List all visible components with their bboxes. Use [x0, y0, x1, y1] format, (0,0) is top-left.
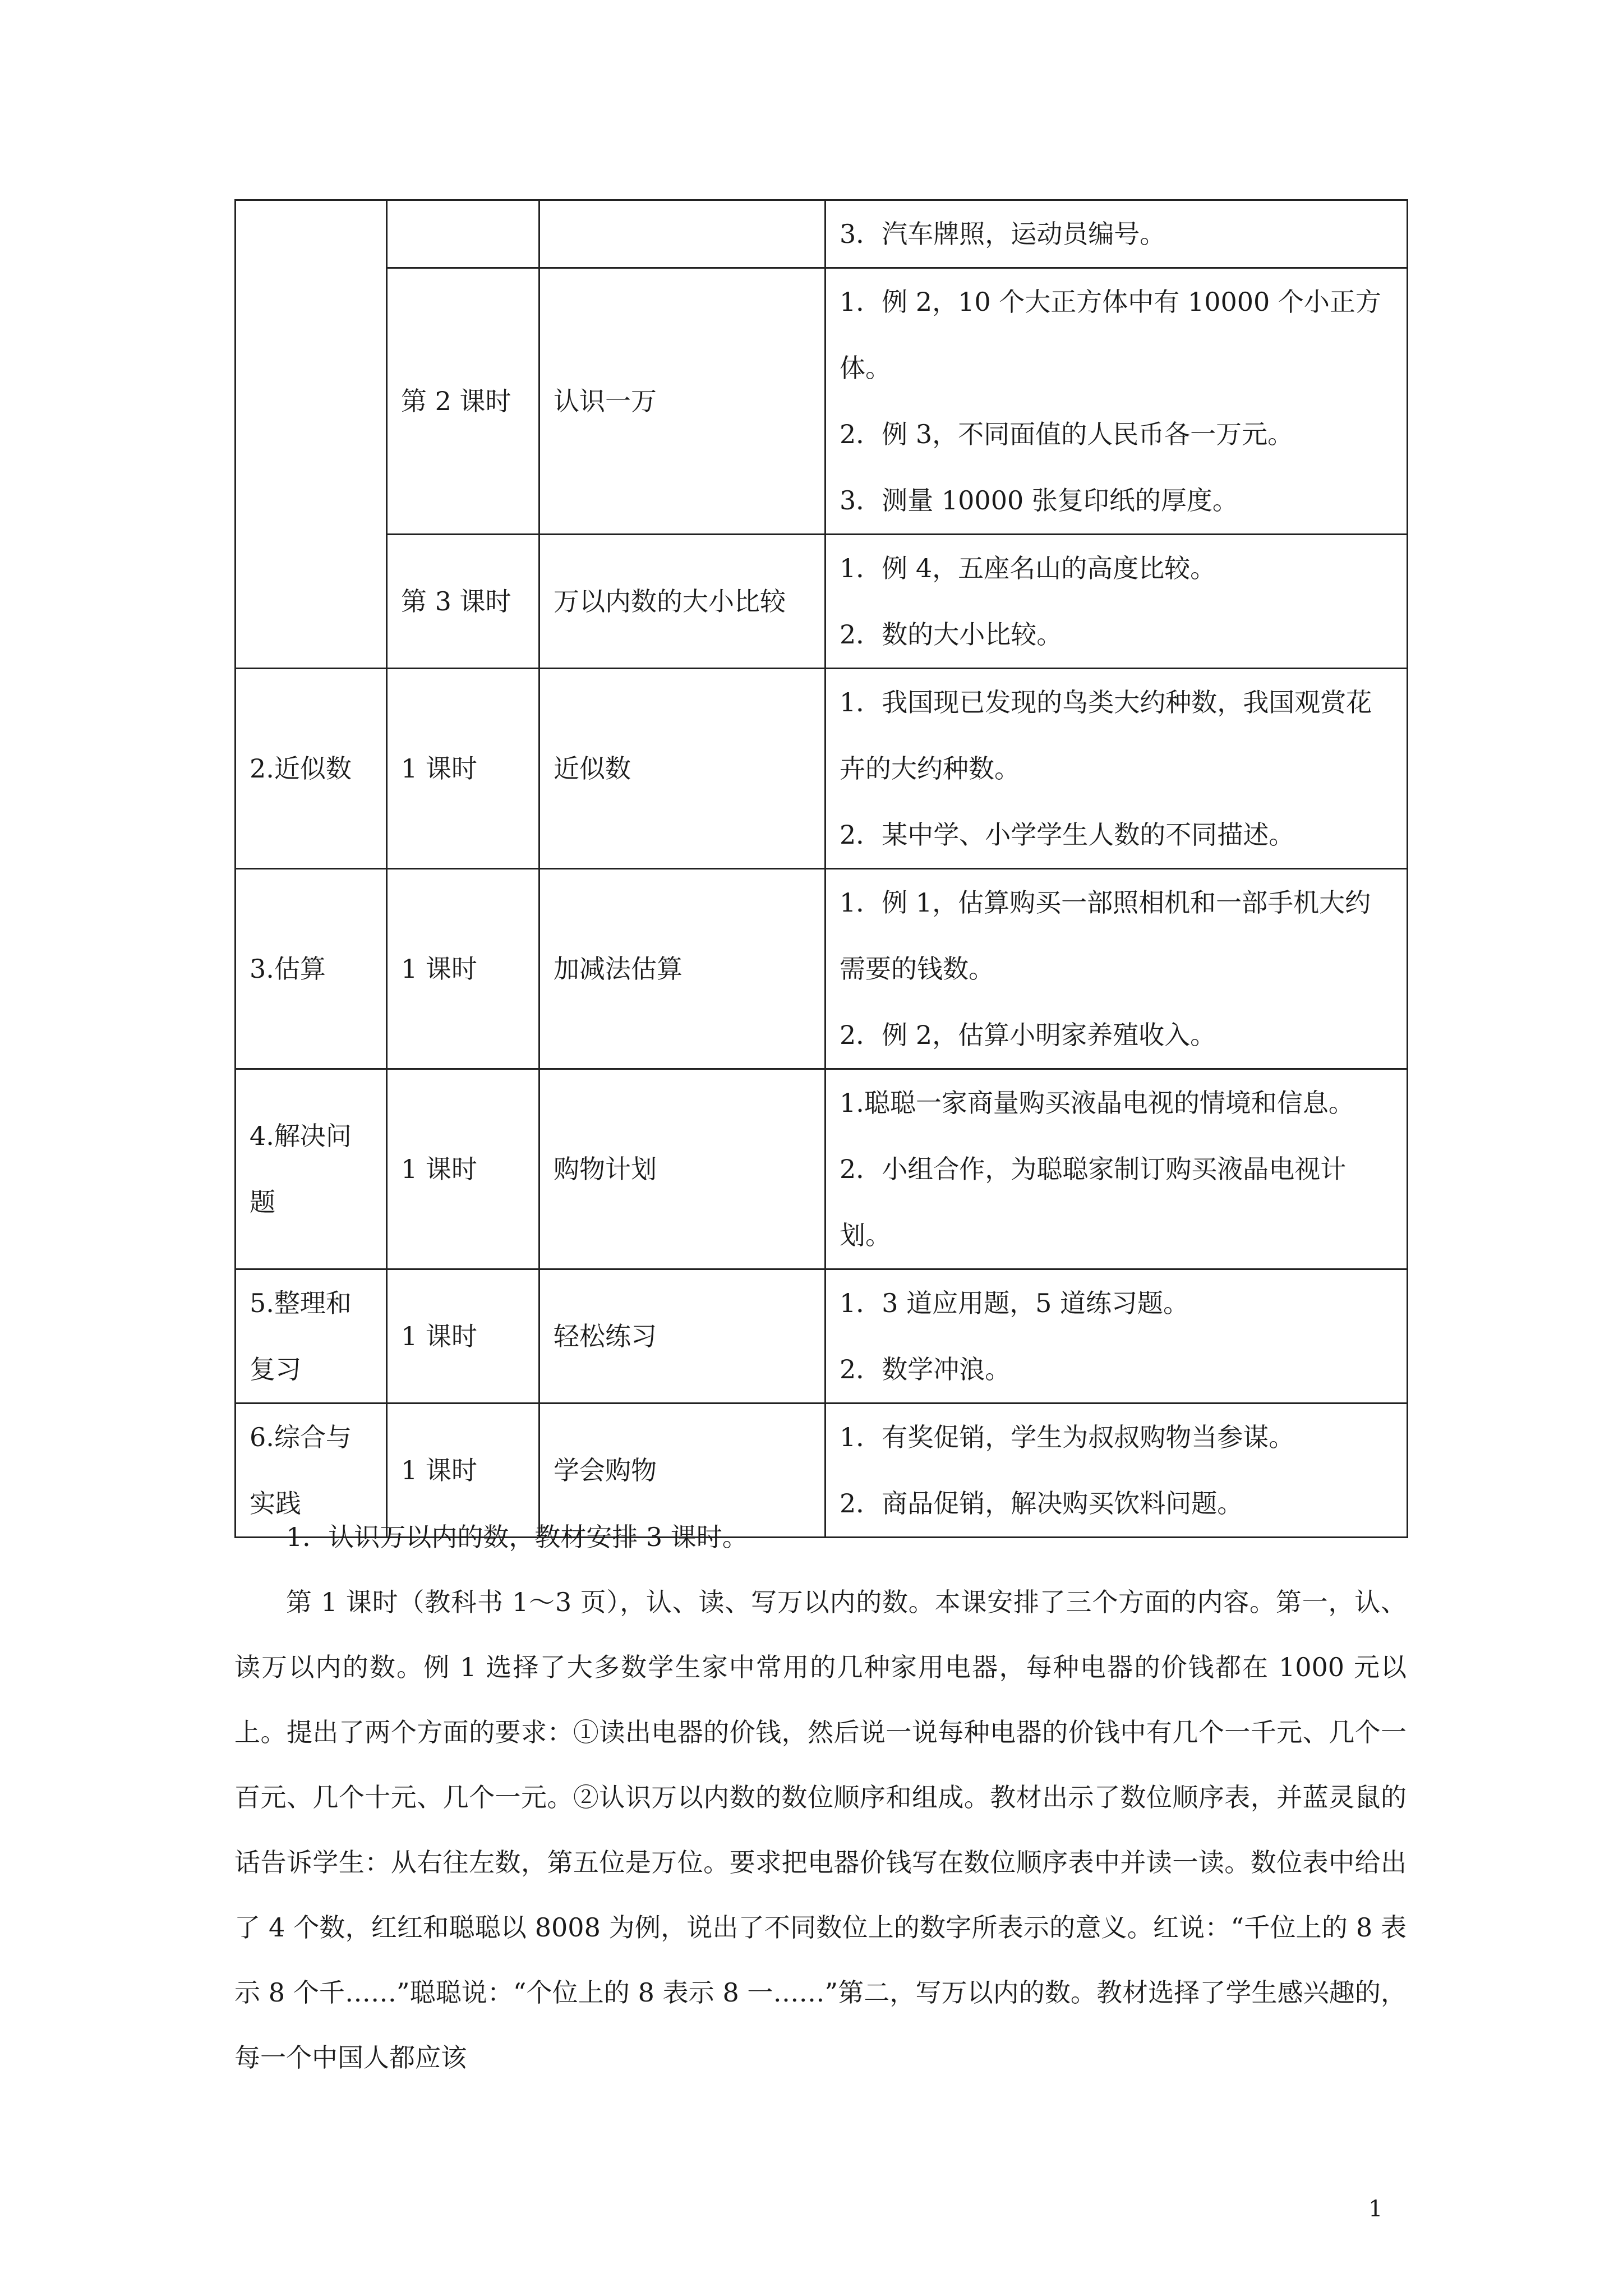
paragraph: 1．认识万以内的数，教材安排 3 课时。	[286, 1522, 748, 1552]
content-line: 2．数的大小比较。	[840, 619, 1063, 650]
table-row	[236, 869, 1408, 1069]
content-line: 1．有奖促销，学生为叔叔购物当参谋。	[840, 1422, 1295, 1452]
content-line: 2．例 2，估算小明家养殖收入。	[840, 1020, 1216, 1050]
content-line: 1．例 4，五座名山的高度比较。	[840, 553, 1216, 583]
table-row	[236, 1269, 1408, 1404]
content-line: 1．例 2，10 个大正方体中有 10000 个小正方体。	[840, 287, 1381, 383]
content-line: 2．某中学、小学学生人数的不同描述。	[840, 820, 1295, 850]
content-line: 1．例 1，估算购买一部照相机和一部手机大约需要的钱数。	[840, 887, 1371, 984]
table-row	[236, 1069, 1408, 1269]
lesson-topic-cell: 学会购物	[540, 1404, 826, 1538]
lesson-time-cell: 1 课时	[387, 1069, 540, 1269]
page-number: 1	[1368, 2196, 1383, 2222]
content-line: 1．3 道应用题，5 道练习题。	[840, 1288, 1189, 1318]
unit-cell: 2.近似数	[236, 669, 387, 869]
lesson-content-cell	[826, 200, 1408, 268]
lesson-plan-table	[234, 199, 1408, 1538]
unit-cell: 3.估算	[236, 869, 387, 1069]
lesson-content-cell	[826, 535, 1408, 669]
table-row	[236, 268, 1408, 535]
lesson-content-cell	[826, 1269, 1408, 1404]
unit-cell: 4.解决问题	[236, 1069, 387, 1269]
lesson-content-cell	[826, 1069, 1408, 1269]
content-line: 3．测量 10000 张复印纸的厚度。	[840, 485, 1238, 516]
table-row	[236, 669, 1408, 869]
lesson-time-cell: 1 课时	[387, 669, 540, 869]
unit-cell: 5.整理和复习	[236, 1269, 387, 1404]
lesson-content-cell	[826, 669, 1408, 869]
lesson-content-cell	[826, 268, 1408, 535]
table-row	[236, 535, 1408, 669]
table-row	[236, 200, 1408, 268]
lesson-topic-cell: 万以内数的大小比较	[540, 535, 826, 669]
body-text	[234, 1504, 1407, 2090]
paragraph: 第 1 课时（教科书 1～3 页），认、读、写万以内的数。本课安排了三个方面的内容。第一，认、读万以内的数。例 1 选择了大多数学生家中常用的几种家用电器，每种电器的价钱都在 1000 元以上。提出了两个方面的要求：①读出电器的价钱，然后说一说每种电器的价钱中有几个一千元、几个一百元、几个十元、几个一元。②认识万以内数的数位顺序和组成。教材出示了数位顺序表，并蓝灵鼠的话告诉学生：从右往左数，第五位是万位。要求把电器价钱写在数位顺序表中并读一读。数位表中给出了 4 个数，红红和聪聪以 8008 为例，说出了不同数位上的数字所表示的意义。红说：“千位上的 8 表示 8 个千……”聪聪说：“个位上的 8 表示 8 一……”第二，写万以内的数。教材选择了学生感兴趣的，每一个中国人都应该	[234, 1587, 1407, 2073]
lesson-content-cell	[826, 869, 1408, 1069]
content-line: 1．我国现已发现的鸟类大约种数，我国观赏花卉的大约种数。	[840, 687, 1372, 784]
lesson-topic-cell	[540, 200, 826, 268]
lesson-topic-cell: 加减法估算	[540, 869, 826, 1069]
lesson-time-cell: 1 课时	[387, 1404, 540, 1538]
lesson-topic-cell: 近似数	[540, 669, 826, 869]
content-line: 2．小组合作，为聪聪家制订购买液晶电视计划。	[840, 1154, 1347, 1250]
lesson-time-cell	[387, 200, 540, 268]
lesson-topic-cell: 购物计划	[540, 1069, 826, 1269]
lesson-time-cell: 第 2 课时	[387, 268, 540, 535]
unit-cell: 6.综合与实践	[236, 1404, 387, 1538]
lesson-topic-cell: 认识一万	[540, 268, 826, 535]
lesson-topic-cell: 轻松练习	[540, 1269, 826, 1404]
lesson-time-cell: 1 课时	[387, 1269, 540, 1404]
unit-cell	[236, 200, 387, 669]
lesson-time-cell: 第 3 课时	[387, 535, 540, 669]
content-line: 2．例 3，不同面值的人民币各一万元。	[840, 419, 1294, 449]
content-line: 2．商品促销，解决购买饮料问题。	[840, 1488, 1243, 1519]
content-line: 2．数学冲浪。	[840, 1354, 1011, 1384]
content-line: 1.聪聪一家商量购买液晶电视的情境和信息。	[840, 1088, 1354, 1118]
lesson-time-cell: 1 课时	[387, 869, 540, 1069]
content-line: 3．汽车牌照，运动员编号。	[840, 219, 1166, 249]
